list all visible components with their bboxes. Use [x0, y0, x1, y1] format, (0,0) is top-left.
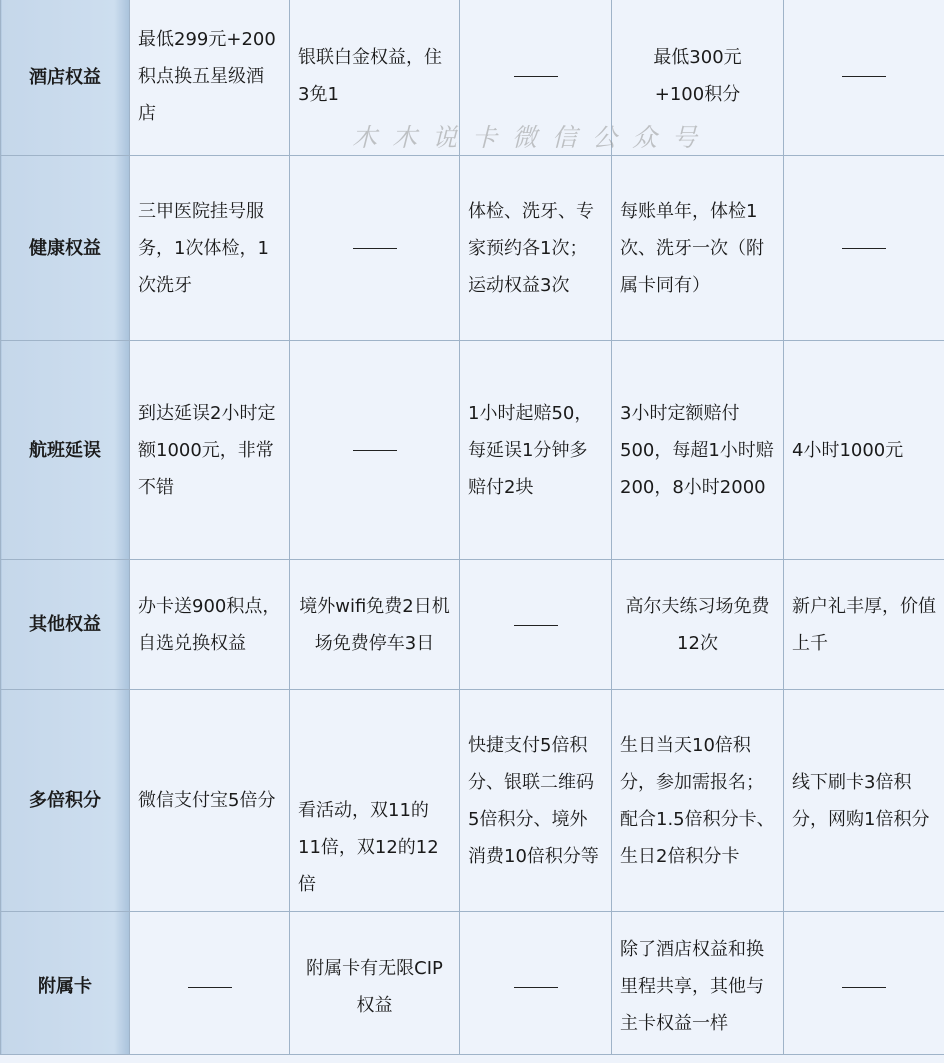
table-cell [290, 341, 460, 560]
table-cell: 快捷支付5倍积分、银联二维码5倍积分、境外消费10倍积分等 [460, 690, 612, 912]
table-cell: 4小时1000元 [784, 341, 944, 560]
table-row-other [1, 560, 944, 690]
dash-placeholder [842, 987, 886, 988]
table-cell: 到达延误2小时定额1000元，非常不错 [130, 341, 290, 560]
table-cell [784, 156, 944, 341]
table-cell [784, 0, 944, 156]
table-cell [290, 156, 460, 341]
table-cell: 最低300元+100积分 [612, 0, 784, 156]
table-cell: 看活动，双11的11倍，双12的12倍 [290, 690, 460, 912]
table-cell: 新户礼丰厚，价值上千 [784, 560, 944, 690]
row-header-flight-delay: 航班延误 [1, 341, 130, 560]
table-row-bonus-points [1, 690, 944, 912]
row-header-health: 健康权益 [1, 156, 130, 341]
table-cell [130, 912, 290, 1062]
table-cell: 境外wifi免费2日机场免费停车3日 [290, 560, 460, 690]
table-row-flight-delay [1, 341, 944, 560]
watermark-text: 木木说卡微信公众号 [352, 118, 712, 154]
table-cell: 每账单年，体检1次、洗牙一次（附属卡同有） [612, 156, 784, 341]
table-row-health [1, 156, 944, 341]
table-cell [460, 560, 612, 690]
table-cell: 3小时定额赔付500，每超1小时赔200，8小时2000 [612, 341, 784, 560]
table-cell: 生日当天10倍积分，参加需报名；配合1.5倍积分卡、生日2倍积分卡 [612, 690, 784, 912]
row-header-other: 其他权益 [1, 560, 130, 690]
table-cell: 高尔夫练习场免费12次 [612, 560, 784, 690]
table-row-supplementary-card [1, 912, 944, 1062]
row-header-hotel: 酒店权益 [1, 0, 130, 156]
table-cell [460, 912, 612, 1062]
dash-placeholder [514, 987, 558, 988]
table-cell: 微信支付宝5倍分 [130, 690, 290, 912]
dash-placeholder [353, 450, 397, 451]
table-cell [784, 912, 944, 1062]
table-cell: 最低299元+200积点换五星级酒店 [130, 0, 290, 156]
row-header-bonus-points: 多倍积分 [1, 690, 130, 912]
table-cell: 三甲医院挂号服务，1次体检，1次洗牙 [130, 156, 290, 341]
table-cell: 除了酒店权益和换里程共享，其他与主卡权益一样 [612, 912, 784, 1062]
dash-placeholder [514, 76, 558, 77]
table-cell: 线下刷卡3倍积分，网购1倍积分 [784, 690, 944, 912]
table-cell: 体检、洗牙、专家预约各1次；运动权益3次 [460, 156, 612, 341]
table-cell: 附属卡有无限CIP权益 [290, 912, 460, 1062]
dash-placeholder [514, 625, 558, 626]
table-cell: 银联白金权益，住3免1 [290, 0, 460, 156]
dash-placeholder [842, 76, 886, 77]
dash-placeholder [842, 248, 886, 249]
dash-placeholder [188, 987, 232, 988]
dash-placeholder [353, 248, 397, 249]
table-cell: 1小时起赔50，每延误1分钟多赔付2块 [460, 341, 612, 560]
row-header-supplementary-card: 附属卡 [1, 912, 130, 1062]
table-cell: 办卡送900积点，自选兑换权益 [130, 560, 290, 690]
